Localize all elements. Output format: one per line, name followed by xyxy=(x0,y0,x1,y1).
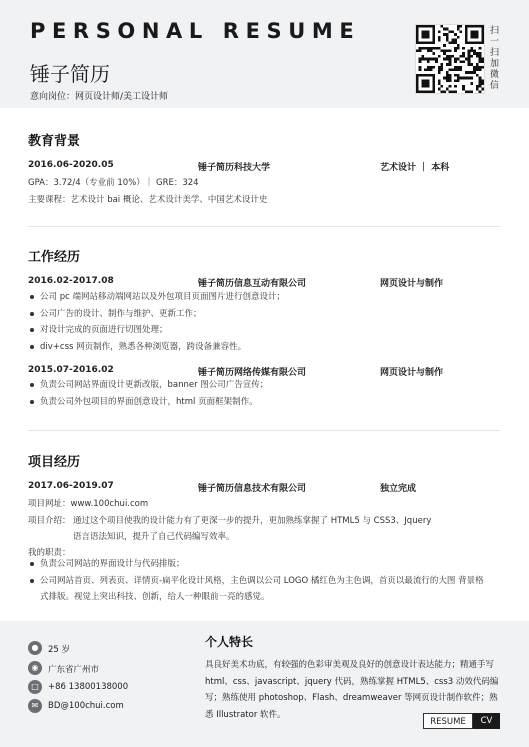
contact-age: ● 25 岁 xyxy=(28,641,198,659)
list-item: 负责公司网站的界面设计与代码排版； xyxy=(28,556,488,573)
list-item: 对设计完成的页面进行切图处理； xyxy=(28,322,285,339)
education-title: 教育背景 xyxy=(28,134,81,149)
person-icon: ● xyxy=(28,641,42,655)
project-section xyxy=(28,451,500,470)
resume-banner: PERSONAL RESUME xyxy=(30,19,361,43)
job-date: 2016.02-2017.08 xyxy=(28,276,114,286)
project-date: 2017.06-2019.07 xyxy=(28,481,114,491)
education-section xyxy=(28,130,500,149)
project-role: 独立完成 xyxy=(380,484,417,494)
section-divider xyxy=(28,226,500,227)
project-company: 锤子简历信息技术有限公司 xyxy=(198,484,307,494)
qr-code-icon xyxy=(415,24,485,94)
list-item: div+css 网页制作，熟悉各种浏览器，跨设备兼容性。 xyxy=(28,339,285,356)
traits-title: 个人特长 xyxy=(205,635,254,649)
contact-email: ✉ BD@100chui.com xyxy=(28,699,198,717)
candidate-name: 锤子简历 xyxy=(30,62,110,86)
email-icon: ✉ xyxy=(28,699,42,713)
list-item: 负责公司网站界面设计更新改版，banner 图公司广告宣传； xyxy=(28,377,268,394)
location-pin-icon: ◉ xyxy=(28,661,42,675)
contact-location: ◉ 广东省广州市 xyxy=(28,661,198,679)
list-item: 公司网站首页、列表页、详情页-扁平化设计风格，主色调以公司 LOGO 橘红色为主色调，首页以最流行的大图 背景格式排版。视觉上突出科技、创新，给人一种眼前一亮的感觉。 xyxy=(28,573,488,605)
project-duty-label: 我的职责： xyxy=(28,548,71,558)
resume-footer xyxy=(0,621,529,747)
education-courses: 主要课程：艺术设计 bai 概论、艺术设计美学、中国艺术设计史 xyxy=(28,195,268,205)
traits-text: 具良好美术功底，有较强的色彩审美观及良好的创意设计表达能力；精通手写 html、css、javascript、jquery 代码，熟练掌握 HTML5、css3 动效代码编写；熟练使用 photoshop、Flash、dreamweaver 等网页设计制作软件；熟悉 Illustrator 软件。 xyxy=(205,660,499,720)
contact-phone: □ +86 13800138000 xyxy=(28,680,198,698)
job-duties xyxy=(28,289,285,355)
scan-hint: 扫一扫加微信 xyxy=(490,26,500,91)
job-company: 锤子简历网络传媒有限公司 xyxy=(198,368,307,378)
job-role: 网页设计与制作 xyxy=(380,279,444,289)
work-section xyxy=(28,246,500,265)
list-item: 公司 pc 端网站移动端网站以及外包项目页面图片进行创意设计； xyxy=(28,289,285,306)
phone-icon: □ xyxy=(28,680,42,694)
work-title: 工作经历 xyxy=(28,250,81,265)
job-company: 锤子简历信息互动有限公司 xyxy=(198,279,307,289)
education-major: 艺术设计 ｜ 本科 xyxy=(380,163,450,173)
project-duties xyxy=(28,556,488,605)
education-school: 锤子简历科技大学 xyxy=(198,163,271,173)
resume-tag: RESUME xyxy=(423,713,473,729)
section-divider xyxy=(28,430,500,431)
education-date: 2016.06-2020.05 xyxy=(28,160,114,170)
education-gpa: GPA：3.72/4（专业前 10%）｜ GRE：324 xyxy=(28,178,199,188)
list-item: 公司广告的设计、制作与维护、更新工作； xyxy=(28,306,285,323)
resume-header xyxy=(0,0,529,108)
job-role: 网页设计与制作 xyxy=(380,368,444,378)
cv-tag: CV xyxy=(473,713,500,729)
job-duties xyxy=(28,377,268,410)
job-date: 2015.07-2016.02 xyxy=(28,365,114,375)
project-intro-line2: 语言语法知识，提升了自己代码编写效率。 xyxy=(73,532,235,542)
job-intent: 意向岗位：网页设计师/美工设计师 xyxy=(30,92,169,102)
project-intro-label: 项目介绍： xyxy=(28,516,71,526)
project-url: 项目网址：www.100chui.com xyxy=(28,499,149,509)
list-item: 负责公司外包项目的界面创意设计，html 页面框架制作。 xyxy=(28,394,268,411)
project-intro-line1: 通过这个项目使我的设计能力有了更深一步的提升，更加熟练掌握了 HTML5 与 CSS3、Jquery xyxy=(73,516,432,526)
project-title: 项目经历 xyxy=(28,455,81,470)
